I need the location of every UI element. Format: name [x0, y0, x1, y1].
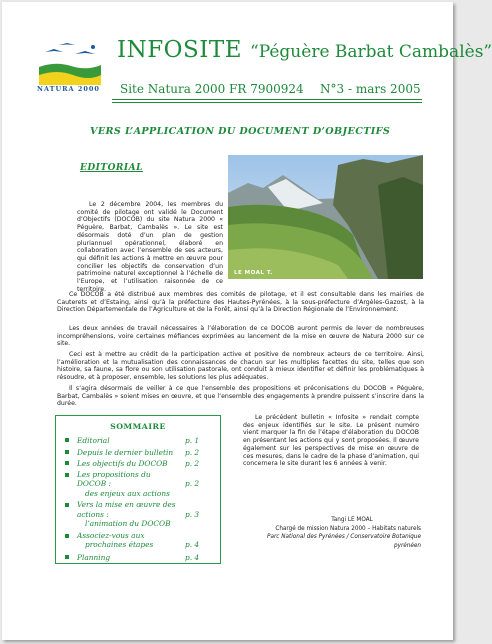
toc-item[interactable]: Planning p. 4 [65, 552, 220, 564]
square-bullet-icon [65, 503, 69, 507]
toc-title: SOMMAIRE [110, 422, 166, 431]
headline: VERS L’APPLICATION DU DOCUMENT D’OBJECTIFS [90, 126, 391, 137]
toc-item[interactable]: Depuis le dernier bulletin p. 2 [65, 447, 220, 459]
editorial-heading: EDITORIAL [80, 163, 143, 173]
signature-org: Parc National des Pyrénées / Conservatoire Botanique pyrénéen [267, 534, 421, 549]
toc-item[interactable]: Editorial p. 1 [65, 435, 220, 447]
table-of-contents [55, 415, 221, 564]
issue-number: N°3 - mars 2005 [320, 82, 421, 96]
toc-item[interactable]: Vers la mise en œuvre des actions : l’animation du DOCOB p. 3 [65, 500, 220, 529]
toc-item[interactable]: Associez-vous aux prochaines étapes p. 4 [65, 531, 220, 550]
toc-list [56, 435, 220, 563]
toc-item[interactable]: Les objectifs du DOCOB p. 2 [65, 458, 220, 470]
square-bullet-icon [65, 461, 69, 465]
square-bullet-icon [65, 555, 69, 559]
editorial-paragraph-3: Les deux années de travail nécessaires à l’élaboration de ce DOCOB auront permis de lever de nombreuses incompréhensions, voire certaines méfiances exprimées au lancement de la mise en œuvre de Natura 2000 sur ce site. [57, 325, 424, 348]
newsletter-page [2, 2, 492, 640]
header-rule [112, 99, 422, 100]
editorial-paragraph-4: Ceci est à mettre au crédit de la participation active et positive de nombreux acteurs de ce territoire. Ainsi, l’amélioration et la mutualisation des connaissances de chacun sur les multiples facettes du site, telles que son histoire, sa faune, sa flore ou son utilisation pastorale, ont conduit à mieux identifier et définir les problématiques à résoudre, et à proposer, ensemble, les solutions les plus adéquates. [57, 351, 424, 382]
square-bullet-icon [65, 438, 69, 442]
header-rule-thin [112, 102, 422, 103]
logo-text: NATURA 2000 [37, 85, 100, 93]
mountain-valley-photo [228, 155, 423, 279]
editorial-paragraph-2: Ce DOCOB a été distribué aux membres des comités de pilotage, et il est consultable dans les mairies de Cauterets et d’Estaing, ainsi qu’à la préfecture des Hautes-Pyrénées, à la sous-préfecture d’Argèles-Gazost, à la Direction Départementale de l’Agriculture et de la Forêt, ainsi qu’à la Direction Régionale de l’Environnement. [57, 291, 424, 314]
toc-item[interactable]: Les propositions du DOCOB : des enjeux aux actions p. 2 [65, 470, 220, 499]
photo-caption: LE MOAL T. [234, 270, 273, 276]
newsletter-title [117, 37, 492, 63]
editorial-paragraph-1: Le 2 décembre 2004, les membres du comité de pilotage ont validé le Document d’Objectifs (DOCOB) du site Natura 2000 « Péguère, Barbat, Cambalès ». Le site est désormais doté d’un plan de gestion pluriannuel opérationnel, élaboré en collaboration avec l’ensemble de ses acteurs, qui définit les actions à mettre en œuvre pour concilier les objectifs de conservation d’un patrimoine naturel exceptionnel à l’échelle de l’Europe, et l’utilisation raisonnée de ce territoire. [77, 201, 223, 293]
square-bullet-icon [65, 473, 69, 477]
signature-role: Chargé de mission Natura 2000 – Habitats naturels [275, 525, 421, 532]
signature-block [243, 516, 421, 550]
editorial-paragraph-6: Le précédent bulletin « Infosite » rendait compte des enjeux identifiés sur le site. Le présent numéro vient marquer la fin de l’étape d’élaboration du DOCOB en présentant les actions qui y sont proposées. Il œuvre également sur les perspectives de mise en œuvre de ces mesures, dans le cadre de la phase d’animation, qui concernera le site durant les 6 années à venir. [243, 414, 419, 468]
title-infosite: INFOSITE [117, 37, 242, 63]
site-code: Site Natura 2000 FR 7900924 [120, 82, 304, 96]
square-bullet-icon [65, 450, 69, 454]
title-site-name: “Péguère Barbat Cambalès” [250, 42, 492, 62]
signature-name: Tangi LE MOAL [331, 517, 373, 523]
square-bullet-icon [65, 534, 69, 538]
editorial-paragraph-5: Il s’agira désormais de veiller à ce que l’ensemble des propositions et préconisations du DOCOB « Péguère, Barbat, Cambalès » soient mises en œuvre, et que l’ensemble des engagements à prendre puissent s’inscrire dans la durée. [57, 385, 424, 408]
